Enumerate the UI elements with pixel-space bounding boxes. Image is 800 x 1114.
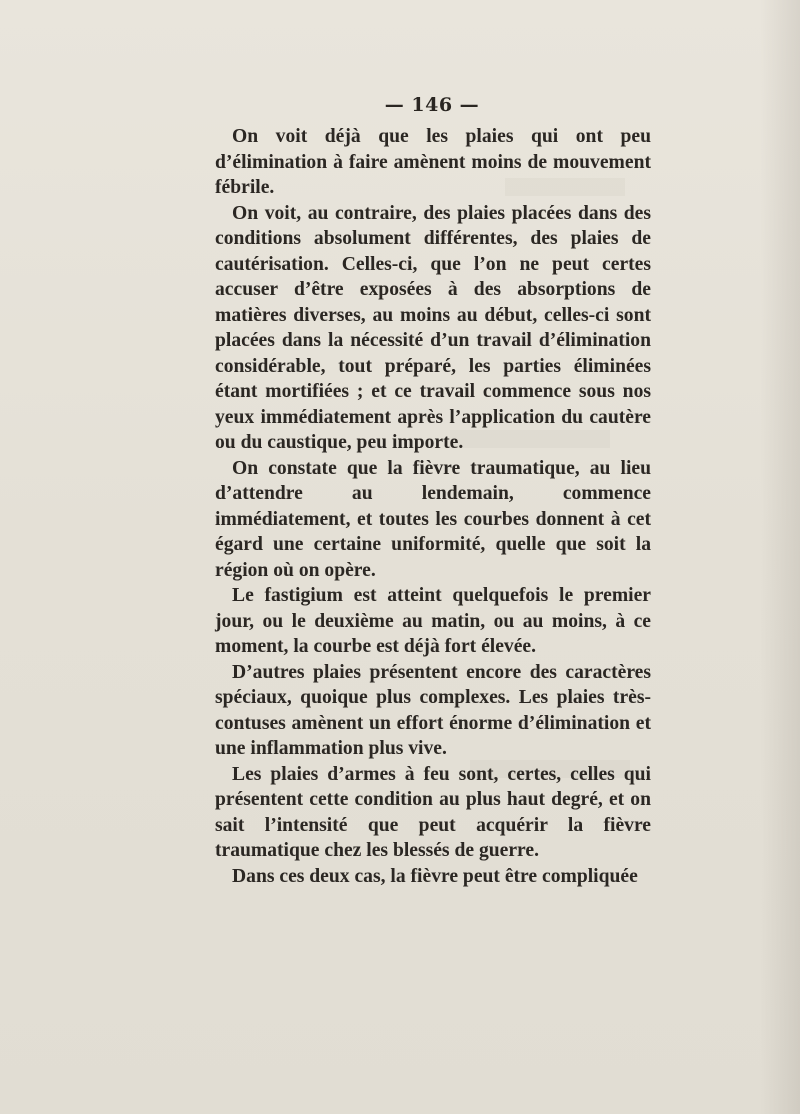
page-number: — 146 —	[384, 94, 480, 116]
paragraph: D’autres plaies présentent encore des caractères spéciaux, quoique plus complexes. Les plaies très-contuses amènent un effort énorme d’élimination et une inflammation plus vive.	[215, 661, 651, 759]
paragraph: Le fastigium est atteint quelquefois le premier jour, ou le deuxième au matin, ou au moins, à ce moment, la courbe est déjà fort élevée.	[215, 585, 651, 657]
paragraph: On voit, au contraire, des plaies placées dans des conditions absolument différentes, des plaies de cautérisation. Celles-ci, que l’on ne peut certes accuser d’être exposées à des absorptions de matières diverses, au moins au début, celles-ci sont placées dans la nécessité d’un travail d’élimination considérable, tout préparé, les parties éliminées étant mortifiées ; et ce travail commence sous nos yeux immédiatement après l’application du cautère ou du caustique, peu importe.	[215, 202, 651, 453]
paragraph: On voit déjà que les plaies qui ont peu d’élimination à faire amènent moins de mouvement fébrile.	[215, 126, 651, 198]
paragraph: Dans ces deux cas, la fièvre peut être compliquée	[232, 865, 638, 887]
paragraph: Les plaies d’armes à feu sont, certes, celles qui présentent cette condition au plus haut degré, et on sait l’intensité que peut acquérir la fièvre traumatique chez les blessés de guerre.	[215, 763, 651, 861]
paragraph: On constate que la fièvre traumatique, au lieu d’attendre au lendemain, commence immédiatement, et toutes les courbes donnent à cet égard une certaine uniformité, quelle que soit la région où on opère.	[215, 457, 651, 581]
body-text	[215, 124, 651, 889]
